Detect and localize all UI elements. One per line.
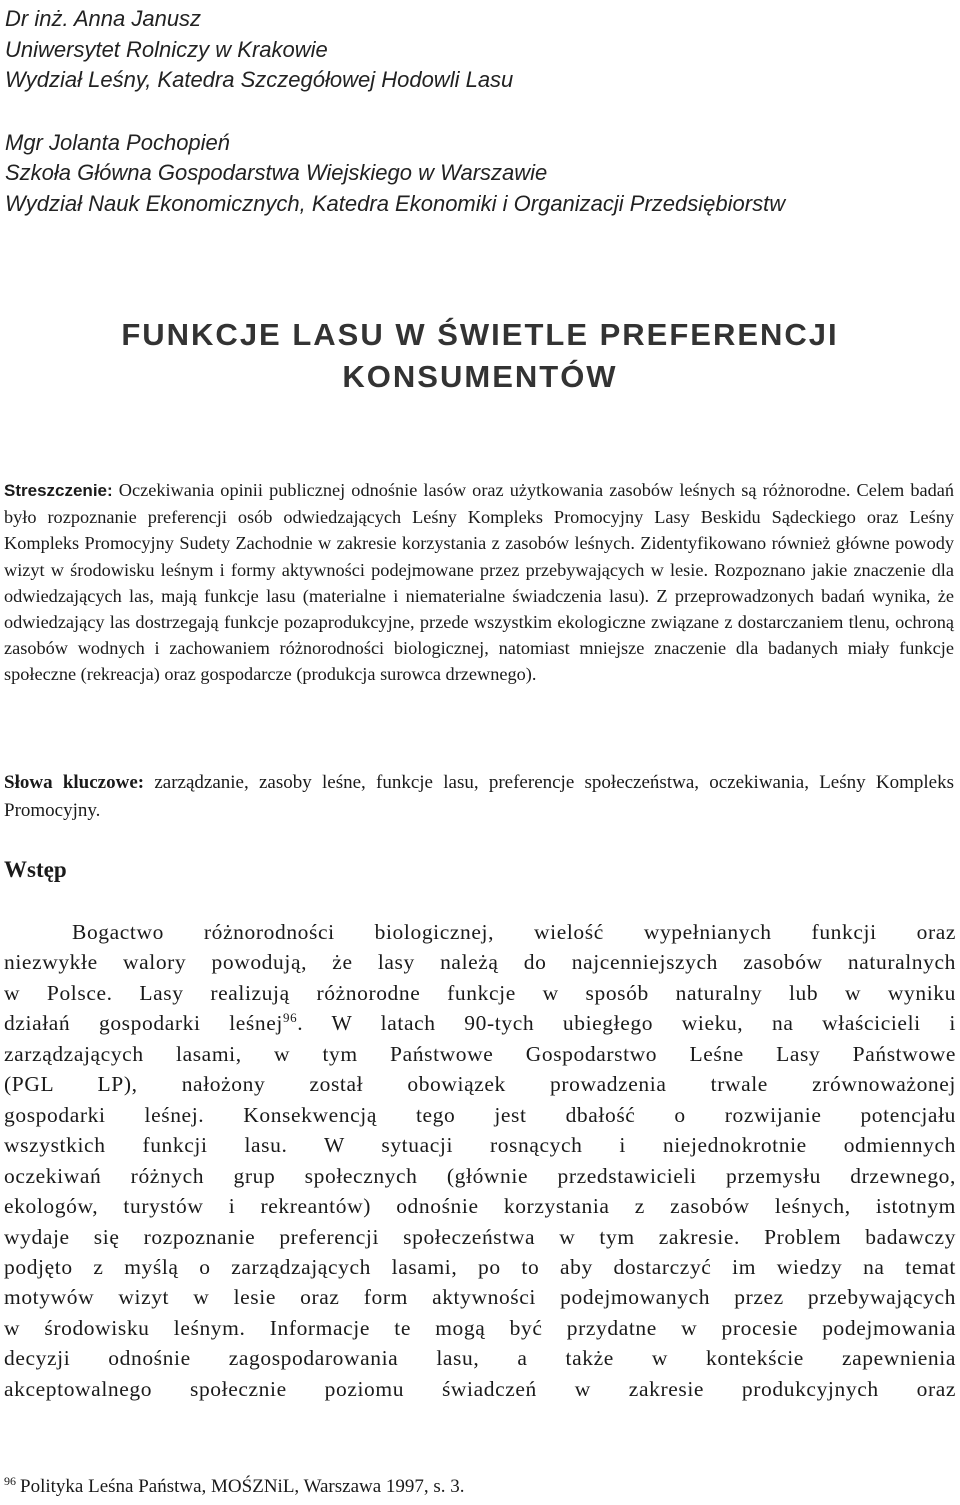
abstract-text: Oczekiwania opinii publicznej odnośnie lasów oraz użytkowania zasobów leśnych są różnorodne. Celem badań było rozpoznanie preferencji osób odwiedzających Leśny Kompleks Promocyjny Lasy Beskidu Sądeckiego oraz Leśny Kompleks Promocyjny Sudety Zachodnie w zakresie korzystania z zasobów leśnych. Zidentyfikowano również główne powody wizyt w środowisku leśnym i formy aktywności podejmowane przez przebywających w lesie. Rozpoznano jakie znaczenie dla odwiedzających las, mają funkcje lasu (materialne i niematerialne świadczenia lasu). Z przeprowadzonych badań wynika, że odwiedzający las dostrzegają funkcje pozaprodukcyjne, przede wszystkim ekologiczne związane z dostarczaniem tlenu, ochroną zasobów wodnych i zachowaniem różnorodności biologicznej, natomiast mniejsze znaczenie dla badanych miały funkcje społeczne (rekreacja) oraz gospodarcze (produkcja surowca drzewnego). — [4, 480, 954, 685]
body-line-part: działań gospodarki leśnej — [4, 1011, 283, 1036]
footnote-text: Polityka Leśna Państwa, MOŚZNiL, Warszawa 1997, s. 3. — [20, 1476, 465, 1497]
author-name: Mgr Jolanta Pochopień — [5, 129, 231, 155]
keywords-text: zarządzanie, zasoby leśne, funkcje lasu, preferencje społeczeństwa, oczekiwania, Leśny Kompleks Promocyjny. — [4, 772, 954, 821]
body-line: akceptowalnego społecznie poziomu świadczeń w zakresie produkcyjnych oraz — [4, 1376, 956, 1401]
body-line: motywów wizyt w lesie oraz form aktywności podejmowanych przez przebywających — [4, 1285, 956, 1310]
title-line: FUNKCJE LASU W ŚWIETLE PREFERENCJI — [121, 317, 839, 352]
body-line: zarządzających lasami, w tym Państwowe Gospodarstwo Leśne Lasy Państwowe — [4, 1041, 956, 1066]
abstract-label: Streszczenie: — [4, 481, 113, 500]
author-spacer — [5, 96, 945, 128]
author-department: Wydział Nauk Ekonomicznych, Katedra Ekonomiki i Organizacji Przedsiębiorstw — [5, 190, 786, 216]
author-university: Szkoła Główna Gospodarstwa Wiejskiego w Warszawie — [5, 160, 548, 185]
keywords-label: Słowa kluczowe: — [4, 772, 145, 793]
author-department: Wydział Leśny, Katedra Szczegółowej Hodowli Lasu — [5, 67, 514, 92]
body-line: podjęto z myślą o zarządzających lasami, po to aby dostarczyć im wiedzy na temat — [4, 1254, 956, 1279]
body-line: w środowisku leśnym. Informacje te mogą być przydatne w procesie podejmowania — [4, 1315, 956, 1340]
body-line: Bogactwo różnorodności biologicznej, wielość wypełnianych funkcji oraz — [72, 920, 956, 944]
author-affiliations — [5, 4, 945, 219]
body-line: wszystkich funkcji lasu. W sytuacji rosnących i niejednokrotnie odmiennych — [4, 1133, 956, 1158]
abstract — [4, 477, 954, 688]
footnote — [4, 1474, 944, 1500]
keywords — [4, 769, 954, 825]
title-line: KONSUMENTÓW — [342, 359, 618, 394]
body-line: decyzji odnośnie zagospodarowania lasu, a także w kontekście zapewnienia — [4, 1346, 956, 1371]
body-line: niezwykłe walory powodują, że lasy należą do najcenniejszych zasobów naturalnych — [4, 950, 956, 975]
paper-title — [0, 314, 960, 398]
author-university: Uniwersytet Rolniczy w Krakowie — [5, 36, 328, 62]
body-line: ekologów, turystów i rekreantów) odnośnie korzystania z zasobów leśnych, istotnym — [4, 1194, 956, 1219]
body-line — [4, 1008, 956, 1038]
body-line: oczekiwań różnych grup społecznych (głównie przedstawicieli przemysłu drzewnego, — [4, 1163, 956, 1188]
body-line-part: . W latach 90-tych ubiegłego wieku, na właścicieli i — [297, 1011, 956, 1036]
footnote-marker: 96 — [4, 1473, 16, 1488]
intro-body — [4, 917, 956, 1404]
body-line: gospodarki leśnej. Konsekwencją tego jest dbałość o rozwijanie potencjału — [4, 1102, 956, 1127]
section-heading: Wstęp — [4, 857, 67, 882]
body-line: wydaje się rozpoznanie preferencji społeczeństwa w tym zakresie. Problem badawczy — [4, 1224, 956, 1249]
body-line: (PGL LP), nałożony został obowiązek prowadzenia trwale zrównoważonej — [4, 1072, 956, 1097]
author-name: Dr inż. Anna Janusz — [5, 6, 202, 31]
body-line: w Polsce. Lasy realizują różnorodne funkcje w sposób naturalny lub w wyniku — [4, 980, 956, 1005]
footnote-reference[interactable]: 96 — [282, 1010, 298, 1026]
